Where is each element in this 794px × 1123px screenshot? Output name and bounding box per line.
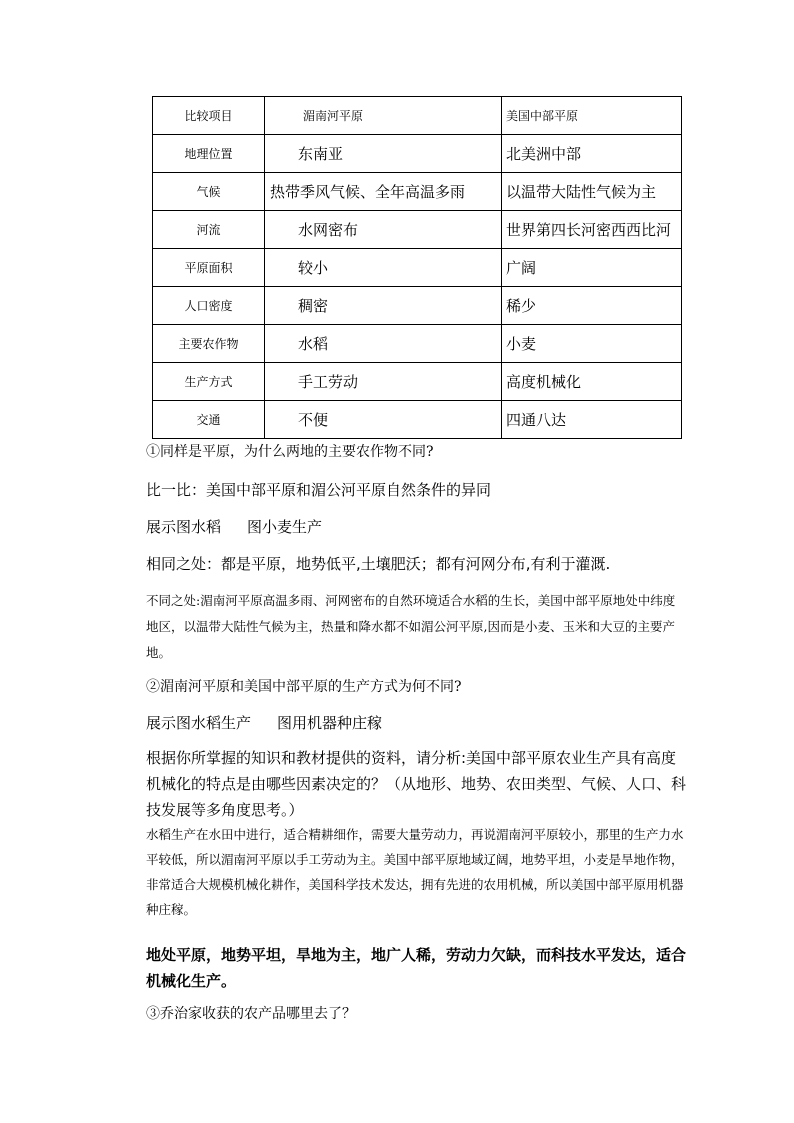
- similarities-paragraph: [146, 553, 686, 574]
- table-row: [153, 135, 682, 173]
- row-label: 交通: [153, 401, 265, 439]
- show-rice-image-caption: 展示图水稻: [146, 518, 222, 536]
- menam-value: 水网密布: [265, 211, 502, 249]
- differences-paragraph: 不同之处:湄南河平原高温多雨、河网密布的自然环境适合水稻的生长，美国中部平原地处中纬度地区，以温带大陆性气候为主，热量和降水都不如湄公河平原,因而是小麦、玉米和大豆的主要产地。: [146, 593, 676, 660]
- comparison-table: [152, 96, 682, 439]
- us-plain-value: 广阔: [502, 249, 682, 287]
- table-row: [153, 363, 682, 401]
- us-plain-value: 小麦: [502, 325, 682, 363]
- question-3: ③乔治家收获的农产品哪里去了？: [146, 1006, 356, 1022]
- table-row: [153, 211, 682, 249]
- us-plain-value: 高度机械化: [502, 363, 682, 401]
- us-plain-value: 世界第四长河密西西比河: [502, 211, 682, 249]
- menam-value: 手工劳动: [265, 363, 502, 401]
- menam-value: 较小: [265, 249, 502, 287]
- analysis-prompt: 根据你所掌握的知识和教材提供的资料，请分析:美国中部平原农业生产具有高度机械化的特点是由哪些因素决定的？（从地形、地势、农田类型、气候、人口、科技发展等多角度思考。）: [146, 749, 687, 819]
- row-label: 河流: [153, 211, 265, 249]
- compare-heading: 比一比：美国中部平原和湄公河平原自然条件的异同: [146, 481, 492, 499]
- show-images-line-2: [146, 712, 686, 733]
- question-1: ①同样是平原，为什么两地的主要农作物不同?: [146, 444, 434, 460]
- menam-value: 不便: [265, 401, 502, 439]
- row-label: 主要农作物: [153, 325, 265, 363]
- header-cell-us-plain: 美国中部平原: [502, 97, 682, 135]
- show-machine-planting-caption: 图用机器种庄稼: [277, 714, 383, 732]
- row-label: 生产方式: [153, 363, 265, 401]
- us-plain-value: 北美洲中部: [502, 135, 682, 173]
- summary-paragraph: 地处平原，地势平坦，旱地为主，地广人稀，劳动力欠缺，而科技水平发达，适合机械化生产。: [146, 946, 687, 990]
- row-label: 人口密度: [153, 287, 265, 325]
- table-row: [153, 173, 682, 211]
- menam-value: 水稻: [265, 325, 502, 363]
- show-wheat-image-caption: 图小麦生产: [247, 518, 323, 536]
- menam-value: 东南亚: [265, 135, 502, 173]
- show-images-line-1: [146, 516, 686, 537]
- show-rice-production-caption: 展示图水稻生产: [146, 714, 252, 732]
- header-cell-item: 比较项目: [153, 97, 265, 135]
- row-label: 气候: [153, 173, 265, 211]
- row-label: 地理位置: [153, 135, 265, 173]
- us-plain-value: 四通八达: [502, 401, 682, 439]
- us-plain-value: 以温带大陆性气候为主: [502, 173, 682, 211]
- table-row: [153, 287, 682, 325]
- rice-explanation: 水稻生产在水田中进行，适合精耕细作，需要大量劳动力，再说湄南河平原较小，那里的生产力水平较低，所以湄南河平原以手工劳动为主。美国中部平原地域辽阔，地势平坦，小麦是旱地作物，非常适合大规模机械化耕作，美国科学技术发达，拥有先进的农用机械，所以美国中部平原用机器种庄稼。: [146, 827, 684, 917]
- row-label: 平原面积: [153, 249, 265, 287]
- menam-value: 热带季风气候、全年高温多雨: [265, 173, 502, 211]
- question-2: ②湄南河平原和美国中部平原的生产方式为何不同?: [146, 679, 462, 695]
- table-row: [153, 401, 682, 439]
- menam-value: 稠密: [265, 287, 502, 325]
- us-plain-value: 稀少: [502, 287, 682, 325]
- similarities-text: 相同之处：都是平原，地势低平,土壤肥沃；都有河网分布,有利于灌溉.: [146, 555, 611, 573]
- table-header-row: [153, 97, 682, 135]
- table-row: [153, 325, 682, 363]
- table-row: [153, 249, 682, 287]
- header-cell-menam: 湄南河平原: [265, 97, 502, 135]
